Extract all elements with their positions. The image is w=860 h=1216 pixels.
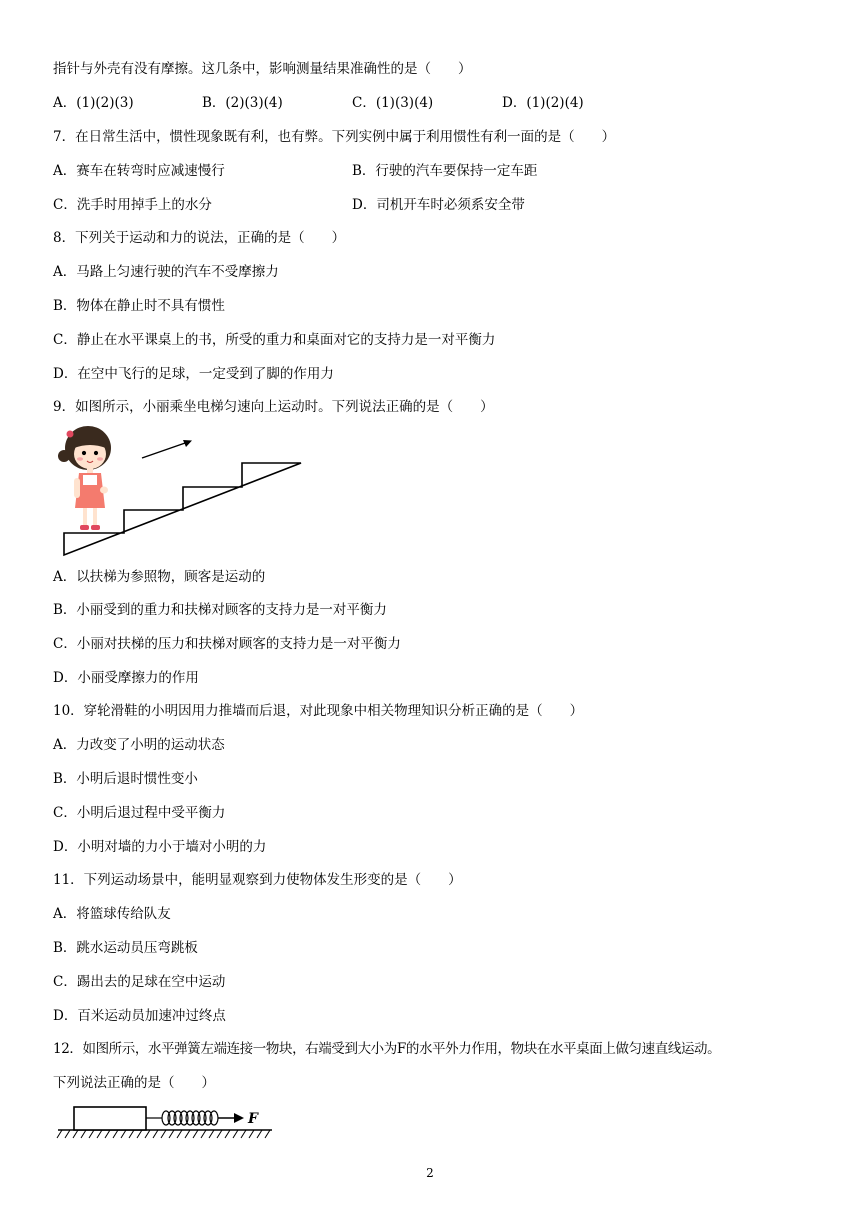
q10-option-b: B．小明后退时惯性变小 (53, 771, 198, 787)
q7-option-c: C．洗手时用掉手上的水分 (53, 197, 212, 213)
q7-option-d: D．司机开车时必须系安全带 (352, 197, 525, 213)
table-surface (57, 1130, 272, 1138)
q7-option-b: B．行驶的汽车要保持一定车距 (352, 163, 538, 179)
spring-block-figure (56, 1100, 276, 1145)
escalator-figure (52, 420, 308, 560)
motion-arrow (142, 440, 192, 458)
q10-option-d: D．小明对墙的力小于墙对小明的力 (53, 839, 267, 855)
q9-option-c: C．小丽对扶梯的压力和扶梯对顾客的支持力是一对平衡力 (53, 636, 401, 652)
q8-option-c: C．静止在水平课桌上的书，所受的重力和桌面对它的支持力是一对平衡力 (53, 332, 496, 348)
q6-option-d: D．(1)(2)(4) (502, 95, 584, 111)
q7-option-a: A．赛车在转弯时应减速慢行 (53, 163, 225, 179)
q6-option-a: A．(1)(2)(3) (53, 95, 134, 111)
q8-option-b: B．物体在静止时不具有惯性 (53, 298, 225, 314)
q10-option-a: A．力改变了小明的运动状态 (53, 737, 225, 753)
q6-option-b: B．(2)(3)(4) (202, 95, 283, 111)
q7-stem: 7．在日常生活中，惯性现象既有利，也有弊。下列实例中属于利用惯性有利一面的是（ ） (53, 129, 616, 145)
q11-option-b: B．跳水运动员压弯跳板 (53, 940, 198, 956)
q12-stem-line2: 下列说法正确的是（ ） (53, 1075, 215, 1091)
q12-stem-line1: 12．如图所示，水平弹簧左端连接一物块，右端受到大小为F的水平外力作用，物块在水平桌面上做匀速直线运动。 (53, 1041, 721, 1057)
q8-option-d: D．在空中飞行的足球，一定受到了脚的作用力 (53, 366, 334, 382)
q10-stem: 10．穿轮滑鞋的小明因用力推墙而后退，对此现象中相关物理知识分析正确的是（ ） (53, 703, 584, 719)
q9-stem: 9．如图所示，小丽乘坐电梯匀速向上运动时。下列说法正确的是（ ） (53, 399, 494, 415)
force-label: F (248, 1111, 258, 1127)
girl-illustration (58, 426, 111, 530)
q11-stem: 11．下列运动场景中，能明显观察到力使物体发生形变的是（ ） (53, 872, 462, 888)
q9-option-a: A．以扶梯为参照物，顾客是运动的 (53, 569, 266, 585)
q6-stem-tail: 指针与外壳有没有摩擦。这几条中，影响测量结果准确性的是（ ） (53, 61, 472, 77)
q11-option-d: D．百米运动员加速冲过终点 (53, 1008, 226, 1024)
block (74, 1107, 146, 1130)
q9-option-d: D．小丽受摩擦力的作用 (53, 670, 199, 686)
q11-option-c: C．踢出去的足球在空中运动 (53, 974, 226, 990)
q6-option-c: C．(1)(3)(4) (352, 95, 434, 111)
q8-option-a: A．马路上匀速行驶的汽车不受摩擦力 (53, 264, 279, 280)
spring (146, 1111, 236, 1125)
force-arrow-head (234, 1113, 244, 1123)
q9-option-b: B．小丽受到的重力和扶梯对顾客的支持力是一对平衡力 (53, 602, 387, 618)
page-number: 2 (426, 1166, 434, 1180)
q10-option-c: C．小明后退过程中受平衡力 (53, 805, 226, 821)
q11-option-a: A．将篮球传给队友 (53, 906, 171, 922)
q8-stem: 8．下列关于运动和力的说法，正确的是（ ） (53, 230, 346, 246)
